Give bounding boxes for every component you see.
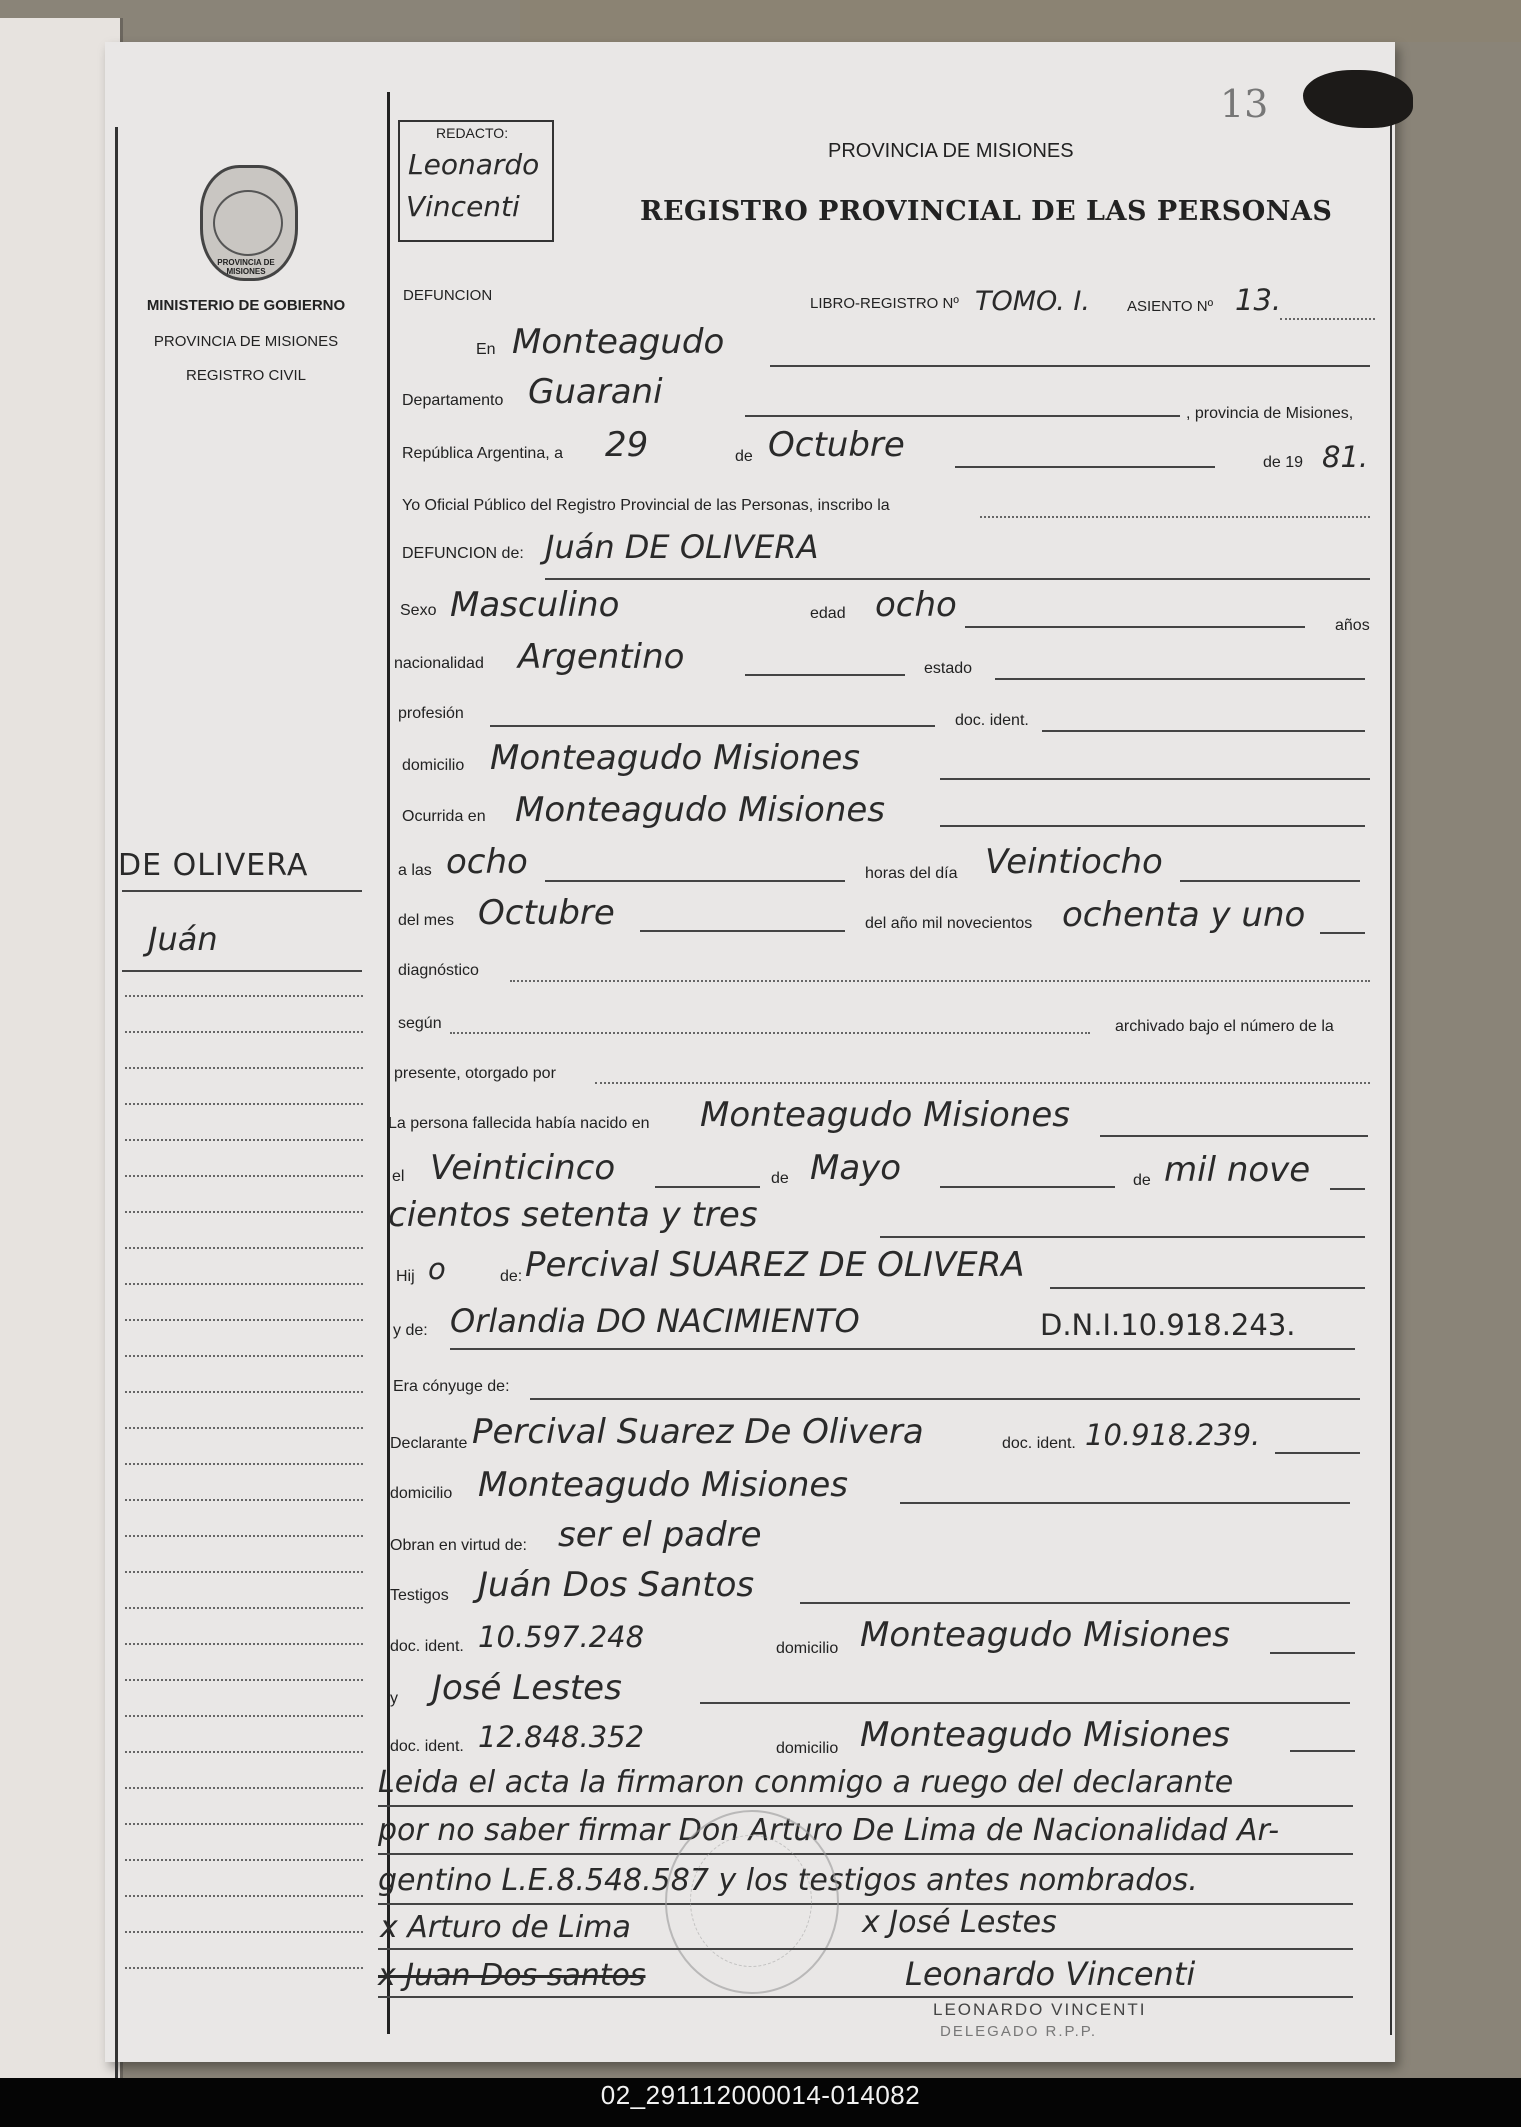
line — [1042, 730, 1365, 732]
line — [530, 1398, 1360, 1400]
margin-dotted-line — [125, 1139, 363, 1141]
hij-label: Hij — [396, 1268, 415, 1285]
margin-dotted-line — [125, 1283, 363, 1285]
margin-dotted-line — [125, 1967, 363, 1969]
doc-ident-label: doc. ident. — [955, 712, 1029, 729]
firma-arturo: x Arturo de Lima — [380, 1910, 631, 1945]
seal-text: PROVINCIA DE MISIONES — [217, 258, 275, 276]
archivado-label: archivado bajo el número de la — [1115, 1018, 1334, 1035]
margin-dotted-line — [125, 995, 363, 997]
line — [545, 880, 845, 882]
margin-dotted-line — [125, 1859, 363, 1861]
margin-dotted-line — [125, 1103, 363, 1105]
asiento-label: ASIENTO Nº — [1127, 298, 1214, 315]
declarante-label: Declarante — [390, 1435, 468, 1452]
y-label: y — [390, 1690, 398, 1707]
hij-sufijo: o — [428, 1252, 446, 1286]
estado-label: estado — [924, 660, 973, 677]
declarante-value: Percival Suarez De Olivera — [472, 1412, 924, 1452]
declarante-doc-value: 10.918.239. — [1085, 1418, 1261, 1452]
ocurrida-label: Ocurrida en — [402, 808, 486, 825]
margin-dotted-line — [125, 1715, 363, 1717]
segun-label: según — [398, 1015, 442, 1032]
nacionalidad-label: nacionalidad — [394, 655, 484, 672]
margin-dotted-line — [125, 1931, 363, 1933]
testigo1-value: Juán Dos Santos — [478, 1565, 755, 1605]
yo-oficial-label: Yo Oficial Público del Registro Provincial de las Personas, inscribo la — [402, 497, 890, 514]
line — [880, 1236, 1365, 1238]
conyuge-label: Era cónyuge de: — [393, 1378, 510, 1395]
nacido-label: La persona fallecida había nacido en — [388, 1115, 650, 1132]
firma-juan: x Juan Dos santos — [378, 1958, 646, 1993]
gutter-line — [115, 127, 118, 2102]
el-label: el — [392, 1168, 405, 1185]
line — [1050, 1287, 1365, 1289]
nacionalidad-value: Argentino — [518, 637, 685, 677]
oficial-cargo: DELEGADO R.P.P. — [940, 2023, 1098, 2040]
de-label-2: de — [771, 1170, 789, 1187]
ministry-line-2: PROVINCIA DE MISIONES — [153, 333, 339, 350]
margin-dotted-line — [125, 1031, 363, 1033]
de19-label: de 19 — [1263, 454, 1304, 471]
line — [450, 1032, 1090, 1034]
margin-dotted-line — [125, 1463, 363, 1465]
line — [378, 1853, 1353, 1855]
line — [800, 1602, 1350, 1604]
defuncion-de-label: DEFUNCION de: — [402, 545, 524, 562]
line — [510, 980, 1370, 982]
line — [1275, 1452, 1360, 1454]
domicilio-label-2: domicilio — [390, 1485, 453, 1502]
edad-value: ocho — [875, 585, 957, 625]
margin-given-name: Juán — [148, 920, 218, 958]
dia-letras-value: Veintiocho — [985, 842, 1163, 882]
sexo-label: Sexo — [400, 602, 437, 619]
line — [450, 1348, 1355, 1350]
mes-value: Octubre — [768, 425, 905, 465]
line — [770, 365, 1370, 367]
nota-line-2: por no saber firmar Don Arturo De Lima de Nacionalidad Ar- — [378, 1813, 1280, 1848]
en-label: En — [476, 341, 496, 358]
margin-dotted-line — [125, 1607, 363, 1609]
margin-dotted-line — [125, 1571, 363, 1573]
hora-value: ocho — [446, 842, 528, 882]
madre-value: Orlandia DO NACIMIENTO — [450, 1302, 860, 1340]
del-mes-label: del mes — [398, 912, 455, 929]
horas-label: horas del día — [865, 865, 958, 882]
page-number: 13 — [1220, 82, 1269, 126]
line — [378, 1948, 1353, 1950]
testigo1-domicilio-value: Monteagudo Misiones — [860, 1615, 1231, 1655]
edad-label: edad — [810, 605, 846, 622]
line — [745, 674, 905, 676]
obran-value: ser el padre — [558, 1515, 762, 1555]
line — [378, 1996, 1353, 1998]
nombre-value: Juán DE OLIVERA — [545, 528, 819, 566]
margin-rule — [122, 890, 362, 892]
line — [655, 1186, 760, 1188]
ano-nacimiento-2: cientos setenta y tres — [388, 1195, 758, 1235]
anos-label: años — [1335, 617, 1370, 634]
dia-nacimiento-value: Veinticinco — [430, 1148, 616, 1188]
redacto-label: REDACTO: — [436, 125, 509, 141]
margin-dotted-line — [125, 1175, 363, 1177]
margin-dotted-line — [125, 1823, 363, 1825]
sexo-value: Masculino — [450, 585, 620, 625]
lugar-nacimiento-value: Monteagudo Misiones — [700, 1095, 1071, 1135]
margin-dotted-line — [125, 1499, 363, 1501]
margin-dotted-line — [125, 1355, 363, 1357]
mes-defuncion-value: Octubre — [478, 893, 615, 933]
tomo-value: TOMO. I. — [975, 286, 1090, 317]
del-ano-label: del año mil novecientos — [865, 915, 1033, 932]
book-cover — [520, 0, 1521, 42]
margin-dotted-line — [125, 1067, 363, 1069]
line — [378, 1805, 1353, 1807]
obran-label: Obran en virtud de: — [390, 1537, 527, 1554]
provincia-label: , provincia de Misiones, — [1186, 405, 1354, 422]
margin-dotted-line — [125, 1247, 363, 1249]
line — [545, 578, 1370, 580]
header-registry: REGISTRO PROVINCIAL DE LAS PERSONAS — [640, 196, 1333, 227]
margin-surname: DE OLIVERA — [118, 848, 309, 883]
domicilio-value: Monteagudo Misiones — [490, 738, 861, 778]
line — [940, 778, 1370, 780]
margin-dotted-line — [125, 1427, 363, 1429]
line — [1320, 932, 1365, 934]
line — [940, 825, 1365, 827]
ano-nacimiento-1: mil nove — [1164, 1150, 1311, 1190]
seal-inner — [213, 190, 283, 256]
testigo2-value: José Lestes — [432, 1668, 622, 1708]
defuncion-title: DEFUNCION — [403, 287, 493, 304]
departamento-label: Departamento — [402, 392, 504, 409]
testigo2-doc-label: doc. ident. — [390, 1738, 464, 1755]
line — [1290, 1750, 1355, 1752]
oficial-impreso: LEONARDO VINCENTI — [933, 2000, 1147, 2019]
de-label-3: de — [1133, 1172, 1151, 1189]
margin-dotted-line — [125, 1391, 363, 1393]
margin-dotted-line — [125, 1895, 363, 1897]
line — [965, 626, 1305, 628]
testigo2-domicilio-value: Monteagudo Misiones — [860, 1715, 1231, 1755]
image-caption: 02_291112000014-014082 — [600, 2080, 921, 2110]
domicilio-label-4: domicilio — [776, 1740, 839, 1757]
line — [700, 1702, 1350, 1704]
form-frame-right — [1390, 95, 1392, 2035]
mes-nacimiento-value: Mayo — [810, 1148, 902, 1188]
margin-dotted-line — [125, 1679, 363, 1681]
de-colon-label: de: — [500, 1268, 523, 1285]
line — [640, 930, 845, 932]
testigos-label: Testigos — [390, 1587, 449, 1604]
testigo1-doc-label: doc. ident. — [390, 1638, 464, 1655]
line — [745, 415, 1180, 417]
domicilio-label-3: domicilio — [776, 1640, 839, 1657]
domicilio-label: domicilio — [402, 757, 465, 774]
line — [595, 1082, 1370, 1084]
padre-value: Percival SUAREZ DE OLIVERA — [525, 1245, 1025, 1285]
line — [1330, 1188, 1365, 1190]
y-de-label: y de: — [393, 1322, 428, 1339]
nota-line-3: gentino L.E.8.548.587 y los testigos antes nombrados. — [378, 1863, 1198, 1898]
margin-dotted-line — [125, 1643, 363, 1645]
ocurrida-value: Monteagudo Misiones — [515, 790, 886, 830]
line — [955, 466, 1215, 468]
libro-label: LIBRO-REGISTRO Nº — [810, 295, 959, 312]
ano-letras-value: ochenta y uno — [1062, 895, 1306, 935]
margin-dotted-line — [125, 1211, 363, 1213]
departamento-value: Guarani — [528, 372, 663, 412]
nota-line-1: Leida el acta la firmaron conmigo a ruego del declarante — [378, 1765, 1234, 1800]
firma-jose: x José Lestes — [862, 1905, 1057, 1940]
testigo1-doc-value: 10.597.248 — [478, 1620, 645, 1654]
ano-value: 81. — [1322, 440, 1369, 474]
margin-dotted-line — [125, 1535, 363, 1537]
lugar-value: Monteagudo — [512, 322, 725, 362]
line — [1270, 1652, 1355, 1654]
a-las-label: a las — [398, 862, 432, 879]
madre-dni-value: D.N.I.10.918.243. — [1040, 1308, 1296, 1342]
dia-value: 29 — [605, 425, 649, 465]
margin-dotted-line — [125, 1751, 363, 1753]
margin-rule — [122, 970, 362, 972]
redacto-name-2: Vincenti — [406, 190, 520, 223]
profesion-label: profesión — [398, 705, 464, 722]
line — [1180, 880, 1360, 882]
line — [995, 678, 1365, 680]
line — [1100, 1135, 1368, 1137]
margin-dotted-line — [125, 1787, 363, 1789]
presente-label: presente, otorgado por — [394, 1065, 556, 1082]
ministry-line-3: REGISTRO CIVIL — [185, 367, 307, 384]
line — [1280, 318, 1375, 320]
firma-oficial: Leonardo Vincenti — [905, 1955, 1196, 1993]
declarante-domicilio-value: Monteagudo Misiones — [478, 1465, 849, 1505]
republica-label: República Argentina, a — [402, 445, 563, 462]
line — [900, 1502, 1350, 1504]
declarante-doc-label: doc. ident. — [1002, 1435, 1076, 1452]
header-province: PROVINCIA DE MISIONES — [828, 140, 1074, 162]
line — [940, 1186, 1115, 1188]
line — [490, 725, 935, 727]
line — [980, 516, 1370, 518]
margin-dotted-line — [125, 1319, 363, 1321]
de-label: de — [735, 448, 753, 465]
redacto-name-1: Leonardo — [408, 148, 540, 181]
testigo2-doc-value: 12.848.352 — [478, 1720, 645, 1754]
ministry-line-1: MINISTERIO DE GOBIERNO — [146, 297, 346, 314]
diagnostico-label: diagnóstico — [398, 962, 479, 979]
asiento-value: 13. — [1235, 283, 1282, 317]
